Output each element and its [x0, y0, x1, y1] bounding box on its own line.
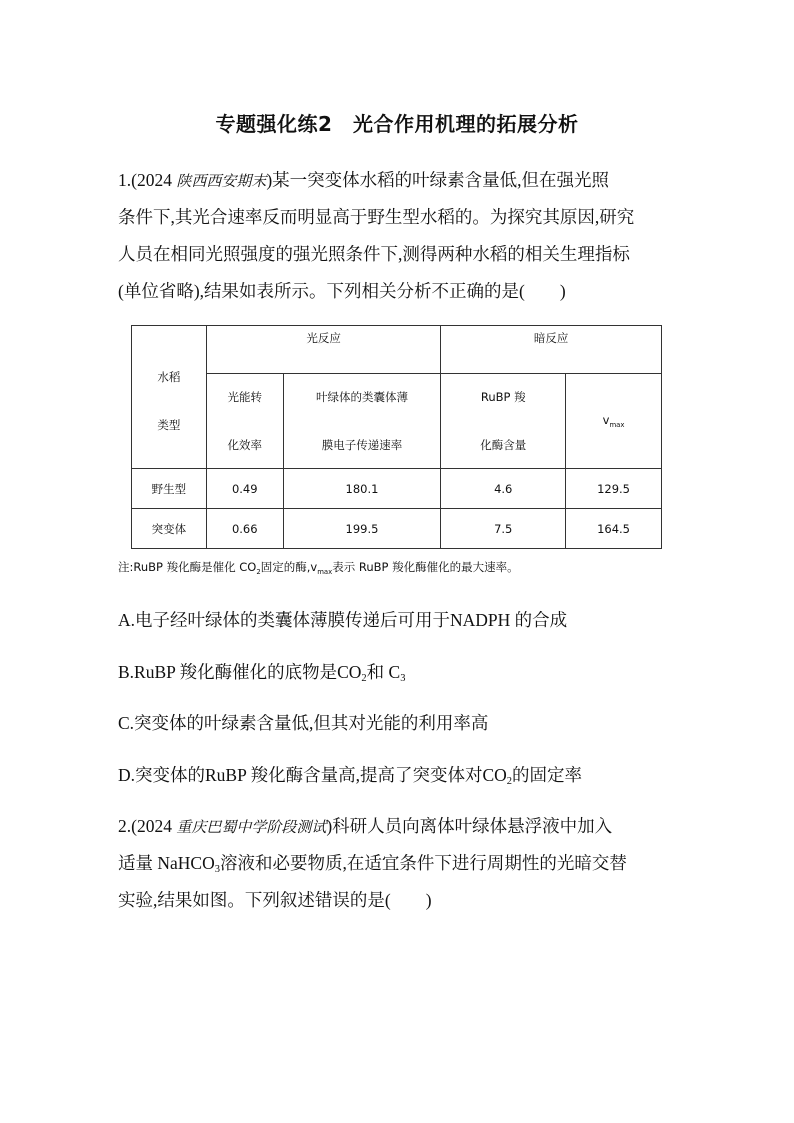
- question-text: )某一突变体水稻的叶绿素含量低,但在强光照: [266, 170, 610, 190]
- option-text: B.RuBP 羧化酶催化的底物是CO: [118, 662, 362, 682]
- col-header-line: 光能转: [227, 390, 262, 404]
- row-label: 野生型: [132, 469, 207, 509]
- question-number: 1.(2024: [118, 170, 177, 190]
- table-row: [132, 509, 662, 549]
- question-1-line: 人员在相同光照强度的强光照条件下,测得两种水稻的相关生理指标: [118, 244, 630, 264]
- option-a[interactable]: A.电子经叶绿体的类囊体薄膜传递后可用于NADPH 的合成: [118, 610, 568, 630]
- option-d[interactable]: [118, 763, 582, 794]
- row-label: 突变体: [132, 509, 207, 549]
- corner-label-top: 水稻: [157, 370, 181, 384]
- table-cell: 129.5: [566, 469, 662, 509]
- question-2-line: 实验,结果如图。下列叙述错误的是( ): [118, 890, 432, 910]
- question-1-line: (单位省略),结果如表所示。下列相关分析不正确的是( ): [118, 281, 566, 301]
- col-header-line: RuBP 羧: [480, 390, 526, 404]
- question-subscript: 3: [214, 864, 220, 875]
- note-text: 表示 RuBP 羧化酶催化的最大速率。: [332, 560, 519, 574]
- note-text: 注:RuBP 羧化酶是催化 CO: [118, 560, 257, 574]
- question-2-stem: [118, 808, 688, 919]
- note-text: 固定的酶,v: [260, 560, 318, 574]
- question-2-line: [118, 808, 688, 845]
- col-header-line: 化效率: [227, 438, 262, 452]
- option-subscript: 2: [361, 673, 367, 684]
- table-cell: 180.1: [283, 469, 441, 509]
- page-title: 专题强化练2 光合作用机理的拓展分析: [215, 112, 579, 136]
- table-cell: 199.5: [283, 509, 441, 549]
- option-text: D.突变体的RuBP 羧化酶含量高,提高了突变体对CO: [118, 765, 507, 785]
- data-table: [131, 325, 662, 549]
- corner-label-bottom: 类型: [157, 418, 181, 432]
- table-cell: 4.6: [441, 469, 566, 509]
- col-header-conversion-efficiency: [206, 374, 283, 469]
- option-subscript: 3: [400, 673, 406, 684]
- question-text: 溶液和必要物质,在适宜条件下进行周期性的光暗交替: [219, 853, 627, 873]
- table-cell: 164.5: [566, 509, 662, 549]
- table-cell: 0.66: [206, 509, 283, 549]
- option-subscript: 2: [506, 776, 512, 787]
- col-header-rubp-content: [441, 374, 566, 469]
- option-text: 的固定率: [512, 765, 582, 785]
- table-note: [118, 559, 519, 576]
- question-number: 2.(2024: [118, 816, 177, 836]
- header-dark-reaction: 暗反应: [441, 326, 662, 374]
- question-text: )科研人员向离体叶绿体悬浮液中加入: [326, 816, 613, 836]
- question-text: 适量 NaHCO: [118, 853, 215, 873]
- option-c[interactable]: C.突变体的叶绿素含量低,但其对光能的利用率高: [118, 713, 489, 733]
- vmax-subscript: max: [609, 421, 625, 429]
- col-header-line: 叶绿体的类囊体薄: [316, 390, 409, 404]
- col-header-vmax: [566, 374, 662, 469]
- question-source: 重庆巴蜀中学阶段测试: [176, 818, 327, 836]
- col-header-electron-transfer-rate: [283, 374, 441, 469]
- option-text: 和 C: [366, 662, 401, 682]
- note-subscript: 2: [256, 568, 261, 576]
- question-1-line: 条件下,其光合速率反而明显高于野生型水稻的。为探究其原因,研究: [118, 207, 635, 227]
- question-1-line: [118, 162, 688, 199]
- col-header-line: 膜电子传递速率: [321, 438, 403, 452]
- note-subscript: max: [317, 568, 333, 576]
- option-b[interactable]: [118, 660, 405, 691]
- table-cell: 0.49: [206, 469, 283, 509]
- table-row: [132, 469, 662, 509]
- col-header-line: 化酶含量: [480, 438, 527, 452]
- vmax-label: v: [602, 413, 610, 427]
- table-corner-header: [132, 326, 207, 469]
- question-source: 陕西西安期末: [176, 172, 267, 190]
- table-cell: 7.5: [441, 509, 566, 549]
- question-1-stem: [118, 162, 688, 310]
- question-2-line: [118, 845, 688, 882]
- header-light-reaction: 光反应: [206, 326, 441, 374]
